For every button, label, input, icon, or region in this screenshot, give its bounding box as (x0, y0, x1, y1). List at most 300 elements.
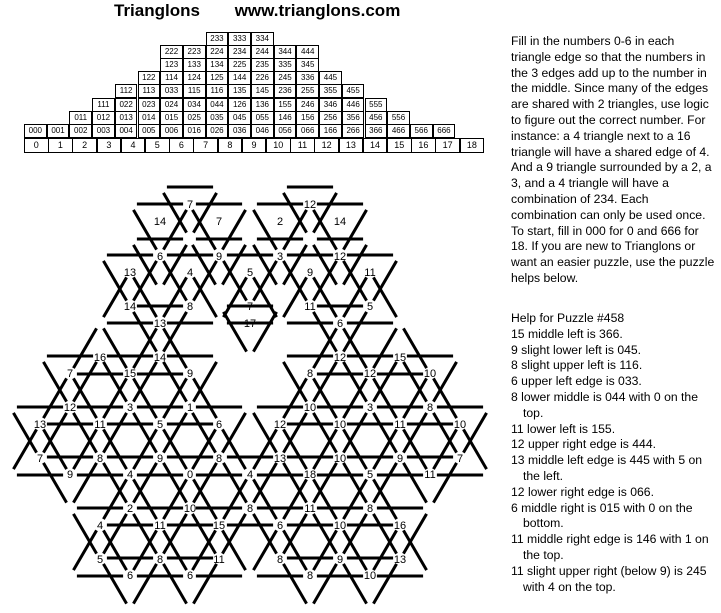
triangle-edge[interactable] (224, 262, 246, 299)
combo-cell: 555 (365, 98, 388, 112)
triangle-edge[interactable] (284, 532, 306, 569)
clue-number: 6 (186, 570, 194, 582)
combo-cell: 016 (183, 124, 206, 138)
clue-number: 10 (303, 402, 317, 414)
triangle-edge[interactable] (284, 515, 306, 552)
index-cell: 10 (266, 138, 291, 153)
index-cell: 5 (145, 138, 170, 153)
triangle-edge[interactable] (284, 211, 306, 248)
clue-number: 10 (333, 453, 347, 465)
combo-cell: 344 (274, 45, 297, 59)
combo-cell: 045 (228, 111, 251, 125)
clue-number: 10 (423, 368, 437, 380)
combo-cell: 446 (342, 98, 365, 112)
clue-number: 8 (96, 453, 104, 465)
combo-cell: 456 (365, 111, 388, 125)
combo-cell: 034 (183, 98, 206, 112)
triangle-edge[interactable] (164, 262, 186, 299)
triangle-edge[interactable] (193, 246, 215, 283)
triangle-edge[interactable] (254, 246, 276, 283)
combo-cell: 044 (206, 98, 229, 112)
clue-number: 13 (393, 554, 407, 566)
triangle-edge[interactable] (74, 464, 96, 501)
triangle-edge[interactable] (134, 565, 156, 602)
triangle-edge[interactable] (314, 262, 336, 299)
clue-number: 12 (303, 199, 317, 211)
clue-number: 8 (156, 554, 164, 566)
help-section (511, 311, 717, 595)
clue-number: 8 (426, 402, 434, 414)
clue-number: 7 (186, 199, 194, 211)
clue-number: 10 (333, 419, 347, 431)
triangle-edge[interactable] (344, 279, 366, 316)
clue-number: 10 (333, 520, 347, 532)
triangle-edge[interactable] (164, 330, 186, 367)
clue-number: 8 (215, 453, 223, 465)
triangle-edge[interactable] (254, 481, 276, 518)
triangle-edge[interactable] (404, 515, 426, 552)
combo-cell: 011 (69, 111, 92, 125)
combo-cell: 111 (92, 98, 115, 112)
puzzle-board (0, 170, 500, 610)
combo-cell: 145 (251, 84, 274, 98)
clue-number: 8 (366, 503, 374, 515)
triangle-edge[interactable] (314, 464, 336, 501)
clue-number: 2 (126, 503, 134, 515)
triangle-edge[interactable] (404, 464, 426, 501)
triangle-edge[interactable] (134, 532, 156, 569)
triangle-edge[interactable] (194, 363, 216, 400)
triangle-edge[interactable] (314, 211, 336, 248)
clue-number: 3 (276, 251, 284, 263)
triangle-edge[interactable] (224, 279, 246, 316)
clue-number: 12 (363, 368, 377, 380)
clue-number: 6 (156, 251, 164, 263)
index-cell: 12 (314, 138, 339, 153)
combo-cell: 666 (433, 124, 456, 138)
triangle-edge[interactable] (284, 380, 306, 417)
clue-number: 17 (243, 318, 257, 330)
triangle-edge[interactable] (284, 431, 306, 468)
clue-number: 11 (154, 520, 166, 532)
triangle-edge[interactable] (284, 481, 306, 518)
triangle-edge[interactable] (74, 363, 96, 400)
triangle-edge[interactable] (314, 414, 336, 451)
triangle-edge[interactable] (194, 481, 216, 518)
triangle-edge[interactable] (104, 414, 126, 451)
hint-list (511, 327, 717, 596)
triangle-edge[interactable] (134, 481, 156, 518)
triangle-edge[interactable] (224, 464, 246, 501)
index-cell: 2 (72, 138, 97, 153)
triangle-edge[interactable] (164, 194, 186, 231)
combo-cell: 006 (160, 124, 183, 138)
combo-cell: 123 (160, 58, 183, 72)
clue-number: 7 (456, 453, 464, 465)
triangle-edge[interactable] (74, 380, 96, 417)
triangle-edge[interactable] (193, 414, 215, 451)
triangle-edge[interactable] (404, 380, 426, 417)
clue-number: 8 (276, 554, 284, 566)
triangle-edge[interactable] (434, 380, 456, 417)
clue-number: 4 (186, 267, 194, 279)
combo-cell: 116 (206, 84, 229, 98)
triangle-edge[interactable] (104, 481, 126, 518)
help-hint: 13 middle left edge is 445 with 5 on the left. (511, 453, 703, 483)
triangle-edge[interactable] (134, 330, 156, 367)
triangle-edge[interactable] (434, 431, 456, 468)
triangle-edge[interactable] (374, 363, 396, 400)
triangle-edge[interactable] (164, 414, 186, 451)
triangle-edge[interactable] (164, 279, 186, 316)
combo-cell: 566 (410, 124, 433, 138)
clue-number: 11 (424, 469, 436, 481)
triangle-edge[interactable] (374, 414, 396, 451)
index-cell: 9 (242, 138, 267, 153)
triangle-edge[interactable] (284, 279, 306, 316)
combo-cell: 146 (274, 111, 297, 125)
clue-number: 6 (126, 570, 134, 582)
clue-number: 14 (123, 301, 137, 313)
combo-cell: 133 (183, 58, 206, 72)
triangle-edge[interactable] (104, 363, 126, 400)
clue-number: 14 (333, 216, 347, 228)
triangle-edge[interactable] (314, 481, 336, 518)
combo-cell: 346 (319, 98, 342, 112)
triangle-edge[interactable] (344, 481, 366, 518)
combo-cell: 234 (228, 45, 251, 59)
triangle-edge[interactable] (164, 481, 186, 518)
help-hint: 8 slight upper left is 116. (511, 358, 643, 373)
index-cell: 0 (24, 138, 49, 153)
clue-number: 13 (33, 419, 47, 431)
triangle-edge[interactable] (74, 330, 96, 367)
combo-cell: 126 (228, 98, 251, 112)
triangle-edge[interactable] (134, 262, 156, 299)
triangle-edge[interactable] (134, 414, 156, 451)
triangle-edge[interactable] (104, 515, 126, 552)
help-hint: 15 middle left is 366. (511, 326, 623, 341)
combo-cell: 255 (296, 84, 319, 98)
triangle-edge[interactable] (194, 565, 216, 602)
page-title (114, 1, 430, 21)
triangle-edge[interactable] (374, 279, 396, 316)
triangle-edge[interactable] (284, 262, 306, 299)
triangle-edge[interactable] (193, 515, 215, 552)
triangle-edge[interactable] (344, 246, 366, 283)
combo-cell: 166 (319, 124, 342, 138)
triangle-edge[interactable] (254, 414, 276, 451)
triangle-edge[interactable] (434, 363, 456, 400)
triangle-edge[interactable] (164, 211, 186, 248)
triangle-edge[interactable] (344, 262, 366, 299)
triangle-edge[interactable] (74, 431, 96, 468)
combo-cell: 455 (342, 84, 365, 98)
index-cell: 15 (387, 138, 412, 153)
triangle-edge[interactable] (44, 380, 66, 417)
clue-number: 11 (394, 419, 406, 431)
combo-cell: 026 (206, 124, 229, 138)
triangle-edge[interactable] (254, 262, 276, 299)
triangle-edge[interactable] (374, 380, 396, 417)
clue-number: 5 (246, 267, 254, 279)
triangle-edge[interactable] (374, 464, 396, 501)
triangle-edge[interactable] (224, 313, 246, 350)
triangle-edge[interactable] (344, 313, 366, 350)
triangle-edge[interactable] (134, 380, 156, 417)
clue-number: 8 (186, 301, 194, 313)
triangle-edge[interactable] (374, 532, 396, 569)
triangle-edge[interactable] (284, 464, 306, 501)
title-text: Trianglons (114, 1, 200, 20)
clue-number: 8 (246, 503, 254, 515)
clue-number: 3 (366, 402, 374, 414)
triangle-edge[interactable] (74, 414, 96, 451)
clue-number: 6 (336, 318, 344, 330)
combo-cell: 356 (342, 111, 365, 125)
combo-cell: 122 (138, 71, 161, 85)
triangle-edge[interactable] (134, 279, 156, 316)
index-cell: 6 (169, 138, 194, 153)
combo-cell: 144 (228, 71, 251, 85)
site-url: www.trianglons.com (234, 1, 401, 20)
triangle-edge[interactable] (434, 414, 456, 451)
triangle-edge[interactable] (223, 515, 245, 552)
triangle-edge[interactable] (284, 246, 306, 283)
triangle-edge[interactable] (134, 464, 156, 501)
triangle-edge[interactable] (74, 515, 96, 552)
triangle-edge[interactable] (284, 194, 306, 231)
clue-number: 5 (96, 554, 104, 566)
triangle-edge[interactable] (134, 431, 156, 468)
combo-cell: 003 (92, 124, 115, 138)
combo-cell: 134 (206, 58, 229, 72)
help-hint: 12 lower right edge is 066. (511, 484, 654, 499)
combo-cell: 004 (115, 124, 138, 138)
combo-cell: 036 (228, 124, 251, 138)
clue-number: 4 (126, 469, 134, 481)
clue-number: 12 (333, 251, 347, 263)
clue-number: 16 (393, 520, 407, 532)
clue-number: 15 (212, 520, 226, 532)
combo-cell: 033 (160, 84, 183, 98)
triangle-edge[interactable] (194, 279, 216, 316)
help-hint: 8 lower middle is 044 with 0 on the top. (511, 389, 698, 420)
triangle-edge[interactable] (104, 279, 126, 316)
triangle-edge[interactable] (134, 363, 156, 400)
clue-number: 9 (156, 453, 164, 465)
index-cell: 4 (121, 138, 146, 153)
combo-cell: 335 (274, 58, 297, 72)
triangle-edge[interactable] (404, 414, 426, 451)
triangle-edge[interactable] (223, 211, 245, 248)
triangle-edge[interactable] (464, 431, 486, 468)
triangle-edge[interactable] (284, 363, 306, 400)
combo-cell: 001 (47, 124, 70, 138)
combo-cell: 155 (274, 98, 297, 112)
combo-cell: 012 (92, 111, 115, 125)
triangle-edge[interactable] (254, 532, 276, 569)
help-hint: 11 slight upper right (below 9) is 245 with 4 on the top. (511, 563, 707, 594)
triangle-edge[interactable] (344, 363, 366, 400)
clue-number: 9 (215, 251, 223, 263)
triangle-edge[interactable] (44, 363, 66, 400)
triangle-edge[interactable] (134, 211, 156, 248)
triangle-edge[interactable] (104, 431, 126, 468)
triangle-edge[interactable] (314, 565, 336, 602)
triangle-edge[interactable] (134, 515, 156, 552)
clue-number: 6 (276, 520, 284, 532)
triangle-edge[interactable] (223, 414, 245, 451)
triangle-edge[interactable] (74, 532, 96, 569)
triangle-edge[interactable] (284, 565, 306, 602)
triangle-edge[interactable] (344, 211, 366, 248)
combo-cell: 124 (183, 71, 206, 85)
triangle-edge[interactable] (314, 246, 336, 283)
clue-number: 9 (306, 267, 314, 279)
triangle-edge[interactable] (344, 515, 366, 552)
triangle-edge[interactable] (164, 464, 186, 501)
clue-number: 9 (336, 554, 344, 566)
combo-cell: 445 (319, 71, 342, 85)
clue-number: 11 (213, 554, 225, 566)
clue-number: 7 (215, 216, 223, 228)
combo-cell: 023 (138, 98, 161, 112)
triangle-edge[interactable] (314, 532, 336, 569)
triangle-edge[interactable] (44, 414, 66, 451)
triangle-edge[interactable] (374, 330, 396, 367)
combo-cell: 235 (251, 58, 274, 72)
triangle-edge[interactable] (164, 313, 186, 350)
triangle-edge[interactable] (464, 414, 486, 451)
triangle-edge[interactable] (14, 431, 36, 468)
triangle-edge[interactable] (194, 194, 216, 231)
help-title: Help for Puzzle #458 (511, 311, 625, 325)
index-cell: 18 (460, 138, 485, 153)
triangle-edge[interactable] (104, 262, 126, 299)
triangle-edge[interactable] (254, 464, 276, 501)
help-hint: 9 slight lower left is 045. (511, 342, 642, 357)
triangle-edge[interactable] (193, 532, 215, 569)
triangle-edge[interactable] (164, 431, 186, 468)
combo-cell: 366 (365, 124, 388, 138)
triangle-edge[interactable] (344, 380, 366, 417)
triangle-edge[interactable] (314, 363, 336, 400)
triangle-edge[interactable] (344, 532, 366, 569)
clue-number: 4 (96, 520, 104, 532)
clue-number: 14 (153, 216, 167, 228)
triangle-edge[interactable] (314, 330, 336, 367)
clue-number: 5 (366, 469, 374, 481)
index-cell: 14 (363, 138, 388, 153)
help-hint: 11 lower left is 155. (511, 421, 616, 436)
triangle-edge[interactable] (374, 565, 396, 602)
clue-number: 5 (366, 301, 374, 313)
triangle-edge[interactable] (314, 313, 336, 350)
clue-number: 9 (396, 453, 404, 465)
triangle-edge[interactable] (44, 464, 66, 501)
triangle-edge[interactable] (404, 431, 426, 468)
clue-number: 10 (183, 503, 197, 515)
triangle-edge[interactable] (374, 431, 396, 468)
triangle-edge[interactable] (254, 431, 276, 468)
combo-cell: 035 (206, 111, 229, 125)
combo-cell: 014 (138, 111, 161, 125)
triangle-edge[interactable] (223, 532, 245, 569)
triangle-edge[interactable] (404, 330, 426, 367)
triangle-edge[interactable] (104, 532, 126, 569)
combo-cell: 226 (251, 71, 274, 85)
help-hint: 6 upper left edge is 033. (511, 374, 642, 389)
triangle-edge[interactable] (314, 279, 336, 316)
triangle-edge[interactable] (254, 279, 276, 316)
triangle-edge[interactable] (164, 380, 186, 417)
combo-cell: 046 (251, 124, 274, 138)
triangle-edge[interactable] (104, 464, 126, 501)
triangle-edge[interactable] (284, 414, 306, 451)
triangle-edge[interactable] (164, 565, 186, 602)
triangle-edge[interactable] (314, 431, 336, 468)
clue-number: 7 (36, 453, 44, 465)
triangle-edge[interactable] (164, 515, 186, 552)
triangle-edge[interactable] (104, 330, 126, 367)
clue-number: 3 (126, 402, 134, 414)
triangle-edge[interactable] (14, 414, 36, 451)
triangle-edge[interactable] (314, 380, 336, 417)
triangle-edge[interactable] (224, 481, 246, 518)
triangle-edge[interactable] (404, 532, 426, 569)
triangle-edge[interactable] (254, 515, 276, 552)
triangle-edge[interactable] (164, 532, 186, 569)
clue-number: 11 (304, 301, 316, 313)
triangle-edge[interactable] (134, 246, 156, 283)
clue-number: 13 (153, 318, 167, 330)
triangle-edge[interactable] (104, 380, 126, 417)
combo-cell: 256 (319, 111, 342, 125)
triangle-edge[interactable] (194, 464, 216, 501)
combo-cell: 444 (296, 45, 319, 59)
clue-number: 9 (186, 368, 194, 380)
triangle-edge[interactable] (344, 464, 366, 501)
combo-cell: 114 (160, 71, 183, 85)
triangle-edge[interactable] (164, 363, 186, 400)
triangle-edge[interactable] (104, 565, 126, 602)
triangle-edge[interactable] (374, 481, 396, 518)
triangle-edge[interactable] (374, 262, 396, 299)
triangle-edge[interactable] (164, 246, 186, 283)
triangle-edge[interactable] (223, 431, 245, 468)
triangle-edge[interactable] (344, 565, 366, 602)
triangle-edge[interactable] (134, 313, 156, 350)
triangle-edge[interactable] (434, 464, 456, 501)
instructions-text: Fill in the numbers 0-6 in each triangle edge so that the numbers in the 3 edges add up to the number in the middle. Since many of the edges are shared with 2 triangles, use logic to figure out the correct number. For instance: a 4 triangle next to a 16 triangle will have a shared edge of 4. And a 9 triangle surrounded by a 2, a 3, and a 4 triangle will have a combination of 234. Each combination can only be used once. To start, fill in 000 for 0 and 666 for 18. If you are new to Trianglons or want an easier puzzle, use the puzzle helps below. (511, 34, 715, 285)
triangle-edge[interactable] (404, 363, 426, 400)
triangle-edge[interactable] (344, 431, 366, 468)
triangle-edge[interactable] (344, 414, 366, 451)
triangle-edge[interactable] (193, 431, 215, 468)
triangle-edge[interactable] (194, 380, 216, 417)
triangle-edge[interactable] (44, 431, 66, 468)
combo-cell: 245 (274, 71, 297, 85)
triangle-edge[interactable] (344, 330, 366, 367)
triangle-edge[interactable] (254, 313, 276, 350)
triangle-edge[interactable] (314, 515, 336, 552)
combo-cell: 233 (206, 32, 229, 46)
triangle-edge[interactable] (374, 515, 396, 552)
triangle-edge[interactable] (254, 211, 276, 248)
triangle-edge[interactable] (314, 194, 336, 231)
clue-number: 12 (63, 402, 77, 414)
